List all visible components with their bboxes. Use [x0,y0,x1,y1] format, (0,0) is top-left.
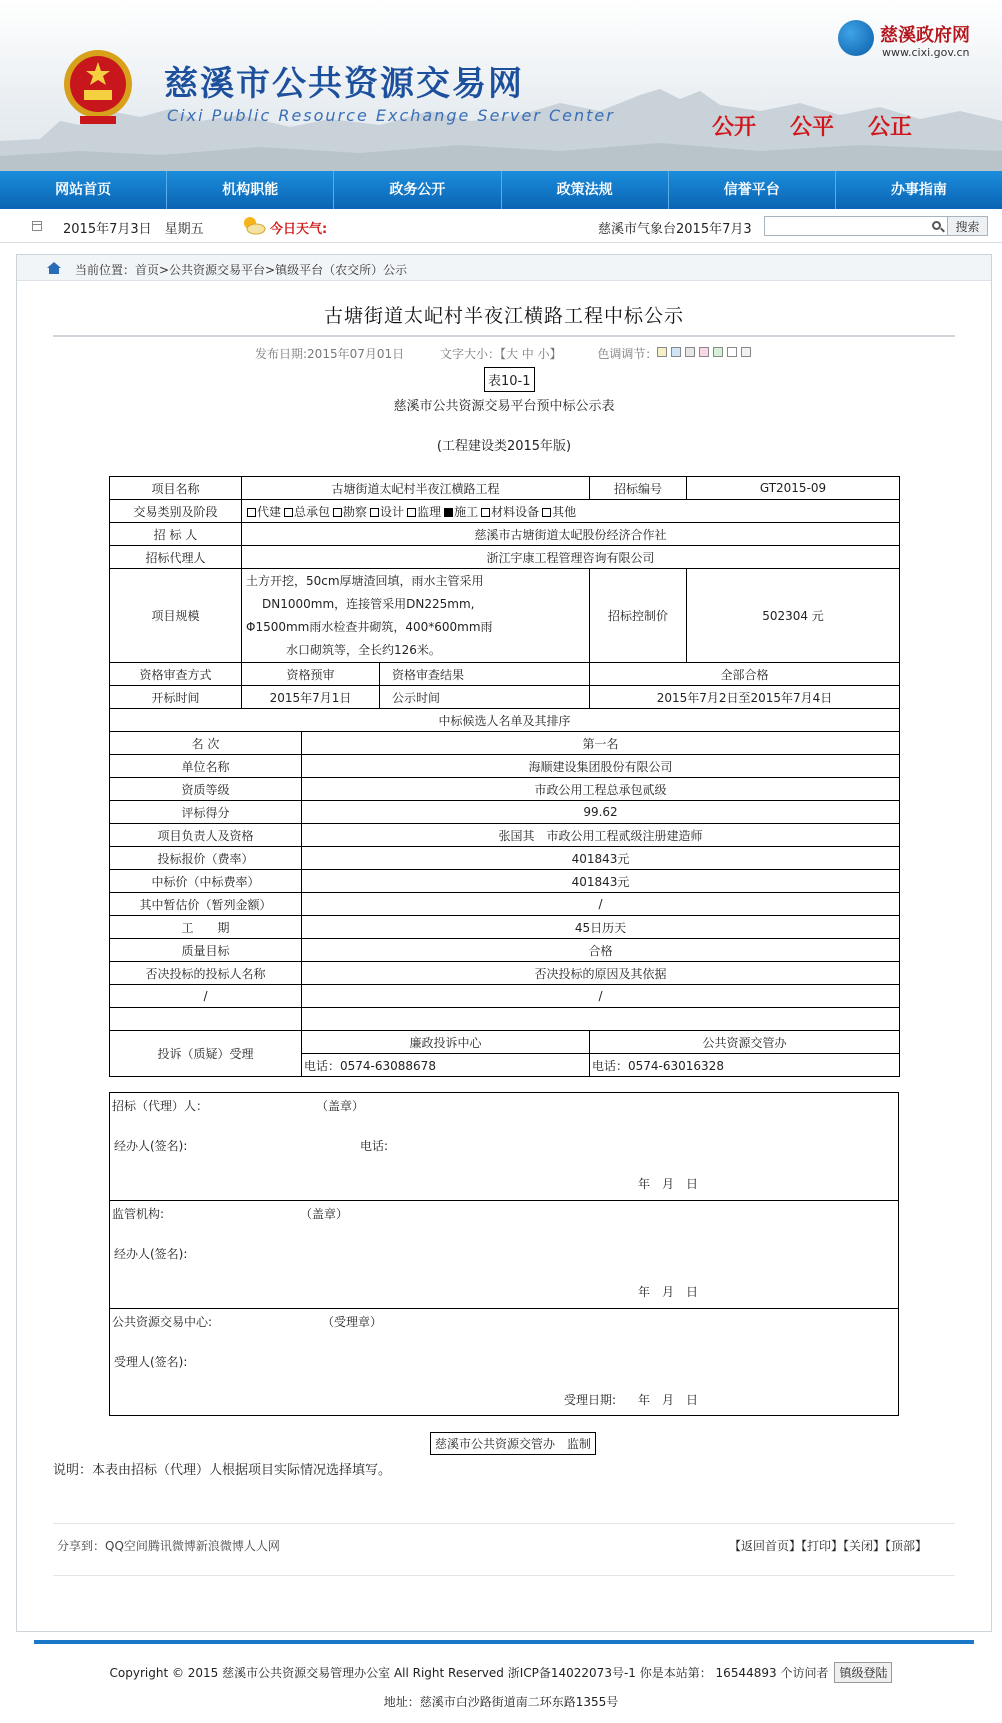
checkbox-1[interactable] [284,508,293,517]
table-row [110,546,900,569]
footer-divider [34,1640,974,1644]
table-cell: 古塘街道太屺村半夜江横路工程 [242,477,590,500]
nav-policies[interactable]: 政策法规 [502,171,669,209]
table-cell [302,1008,900,1031]
table-row [110,870,900,893]
table-cell: 电话：0574-63088678 [302,1054,590,1077]
scope-line: 土方开挖，50cm厚塘渣回填，雨水主管采用 [246,573,484,588]
gov-portal-url: www.cixi.gov.cn [882,46,970,59]
info-bar [0,209,1002,243]
table-cell: 2015年7月1日 [242,686,380,709]
color-swatch[interactable] [741,347,751,357]
bid-result-table [109,476,900,1077]
sign-label: 年 月 日 [638,1393,699,1407]
sign-label: （盖章） [316,1099,365,1113]
slogan: 公平 [790,115,835,140]
sign-label: 年 月 日 [638,1285,699,1299]
nav-functions[interactable]: 机构职能 [167,171,334,209]
slogan: 公正 [868,115,913,140]
weather-icon [240,215,266,235]
table-row [110,916,900,939]
signature-block [109,1092,899,1416]
table-row [110,893,900,916]
table-cell: 投诉（质疑）受理 [110,1031,302,1077]
table-cell: 项目负责人及资格 [110,824,302,847]
checkbox-label: 其他 [552,504,577,519]
sign-label: 受理人(签名): [114,1355,188,1369]
weather-label: 今日天气: [270,222,328,237]
table-cell: 资格预审 [242,663,380,686]
nav-credit[interactable]: 信誉平台 [669,171,836,209]
nav-guide[interactable]: 办事指南 [890,182,947,198]
table-cell: 502304 元 [687,569,900,663]
national-emblem-icon [60,44,136,128]
table-cell: 招标编号 [590,477,687,500]
table-cell: 廉政投诉中心 [302,1031,590,1054]
sign-label: 监管机构: [112,1207,165,1221]
table-row [110,709,900,732]
project-scope-cell [242,569,590,663]
weather-source: 慈溪市气象台2015年7月3 [598,222,752,237]
font-size-control[interactable]: 文字大小：【大 中 小】 [439,347,562,361]
table-cell: 慈溪市古塘街道太屺股份经济合作社 [242,523,900,546]
checkbox-0[interactable] [247,508,256,517]
color-swatch[interactable] [699,347,709,357]
table-cell: 其中暂估价（暂列金额） [110,893,302,916]
nav-home[interactable]: 网站首页 [0,171,167,209]
sign-label: （受理章） [322,1315,383,1329]
sign-label: 受理日期: [564,1393,617,1407]
color-swatches [657,347,751,357]
type-options-cell [242,500,900,523]
table-cell: 张国其 市政公用工程贰级注册建造师 [302,824,900,847]
table-row [110,801,900,824]
table-row [110,1031,900,1054]
share-links[interactable]: 分享到：QQ空间腾讯微博新浪微博人人网 [57,1539,280,1553]
table-cell: 否决投标的原因及其依据 [302,962,900,985]
checkbox-4[interactable] [407,508,416,517]
site-subtitle: Cixi Public Resource Exchange Server Center [167,106,615,125]
divider [53,1575,955,1576]
table-row [110,962,900,985]
table-cell [110,1008,302,1031]
table-cell: GT2015-09 [687,477,900,500]
current-date: 2015年7月3日 星期五 [63,222,204,237]
table-row [110,847,900,870]
table-cell: 资格审查结果 [380,663,590,686]
sign-label: （盖章） [300,1207,349,1221]
breadcrumb: 当前位置：首页>公共资源交易平台>镇级平台（农交所）公示 [75,263,408,277]
table-cell: 401843元 [302,870,900,893]
sign-label: 经办人(签名): [114,1247,188,1261]
table-cell: / [302,985,900,1008]
sign-label: 经办人(签名): [114,1139,188,1153]
table-cell: 2015年7月2日至2015年7月4日 [590,686,900,709]
table-row [110,824,900,847]
article-meta [255,345,689,362]
slogans [712,110,946,141]
center-section [110,1308,898,1416]
table-cell: 招标代理人 [110,546,242,569]
site-header [0,0,1002,171]
color-swatch[interactable] [685,347,695,357]
table-row [110,569,900,663]
title-divider [53,335,955,337]
table-cell: 市政公用工程总承包贰级 [302,778,900,801]
table-row [110,939,900,962]
table-row [110,477,900,500]
content-frame [16,254,992,1632]
table-cell: 中标价（中标费率） [110,870,302,893]
checkbox-6[interactable] [481,508,490,517]
scope-line: DN1000mm，连接管采用DN225mm, [262,596,475,611]
table-cell: 交易类别及阶段 [110,500,242,523]
slogan: 公开 [712,115,757,140]
page-actions[interactable]: 【返回首页】【打印】【关闭】【顶部】 [729,1539,928,1553]
sign-label: 电话: [360,1139,389,1153]
color-swatch[interactable] [657,347,667,357]
checkbox-5[interactable] [444,508,453,517]
table-row [110,778,900,801]
table-row [110,755,900,778]
checkbox-7[interactable] [542,508,551,517]
search-icon [932,221,941,230]
sign-label: 年 月 日 [638,1177,699,1191]
table-cell: 资格审查方式 [110,663,242,686]
color-swatch[interactable] [713,347,723,357]
checkbox-label: 设计 [380,504,405,519]
table-cell: 单位名称 [110,755,302,778]
color-adjust-label: 色调调节： [597,347,658,361]
gov-portal-name: 慈溪政府网 [880,25,970,46]
table-cell: 第一名 [302,732,900,755]
table-row [110,500,900,523]
checkbox-label: 代建 [257,504,282,519]
checkbox-label: 总承包 [294,504,331,519]
table-tag: 表10-1 [484,367,535,392]
nav-affairs[interactable]: 政务公开 [334,171,501,209]
table-row [110,732,900,755]
table-cell: 公示时间 [380,686,590,709]
color-swatch[interactable] [671,347,681,357]
tenderer-section [110,1092,898,1200]
table-cell: 浙江宇康工程管理咨询有限公司 [242,546,900,569]
search-button[interactable]: 搜索 [948,216,988,236]
table-cell: 海顺建设集团股份有限公司 [302,755,900,778]
table-cell: 资质等级 [110,778,302,801]
table-cell: 工 期 [110,916,302,939]
table-cell: 投标报价（费率） [110,847,302,870]
table-cell: 中标候选人名单及其排序 [110,709,900,732]
table-cell: 全部合格 [590,663,900,686]
table-note: 说明：本表由招标（代理）人根据项目实际情况选择填写。 [53,1463,392,1478]
table-cell: 99.62 [302,801,900,824]
checkbox-label: 勘察 [343,504,368,519]
sign-label: 招标（代理）人： [112,1099,209,1113]
footer-address: 地址：慈溪市白沙路街道南二环东路1355号 [383,1695,619,1709]
calendar-icon [32,221,42,231]
table-cell: 质量目标 [110,939,302,962]
table-row [110,1008,900,1031]
table-row [110,663,900,686]
table-cell: / [302,893,900,916]
table-title: 慈溪市公共资源交易平台预中标公示表 [393,399,615,414]
main-nav [0,171,1002,209]
table-cell: 开标时间 [110,686,242,709]
table-cell: 45日历天 [302,916,900,939]
divider [53,1523,955,1524]
breadcrumb-bar [17,255,991,281]
site-title: 慈溪市公共资源交易网 [164,64,524,104]
table-row [110,985,900,1008]
copyright-text: Copyright © 2015 慈溪市公共资源交易管理办公室 All Right Reserved 浙ICP备14022073号-1 你是本站第： 16544893 个访问者 [109,1666,829,1680]
gov-logo-icon [838,20,874,56]
color-swatch[interactable] [727,347,737,357]
checkbox-label: 施工 [454,504,479,519]
table-cell: 评标得分 [110,801,302,824]
table-row [110,523,900,546]
checkbox-label: 材料设备 [491,504,540,519]
scope-line: 水口砌筑等，全长约126米。 [286,642,441,657]
table-row [110,686,900,709]
table-cell: 401843元 [302,847,900,870]
checkbox-label: 监理 [417,504,442,519]
home-icon [47,262,61,274]
table-cell: 项目名称 [110,477,242,500]
table-cell: 公共资源交管办 [590,1031,900,1054]
table-cell: 招 标 人 [110,523,242,546]
sign-label: 公共资源交易中心: [112,1315,213,1329]
table-edition: (工程建设类2015年版) [436,439,572,454]
search-input[interactable] [764,216,948,236]
table-cell: / [110,985,302,1008]
town-login-button[interactable]: 镇级登陆 [834,1662,892,1683]
checkbox-3[interactable] [370,508,379,517]
table-cell: 项目规模 [110,569,242,663]
copyright [0,1662,1002,1683]
table-cell: 合格 [302,939,900,962]
table-cell: 电话：0574-63016328 [590,1054,900,1077]
supervisor-stamp: 慈溪市公共资源交管办 监制 [430,1432,596,1455]
scope-line: Φ1500mm雨水检查井砌筑，400*600mm雨 [246,619,493,634]
table-cell: 否决投标的投标人名称 [110,962,302,985]
table-cell: 招标控制价 [590,569,687,663]
table-cell: 名 次 [110,732,302,755]
article-title: 古塘街道太屺村半夜江横路工程中标公示 [323,305,684,327]
supervisor-section [110,1200,898,1308]
publish-date: 发布日期:2015年07月01日 [255,347,405,361]
checkbox-2[interactable] [333,508,342,517]
gov-portal-link[interactable] [838,20,998,60]
